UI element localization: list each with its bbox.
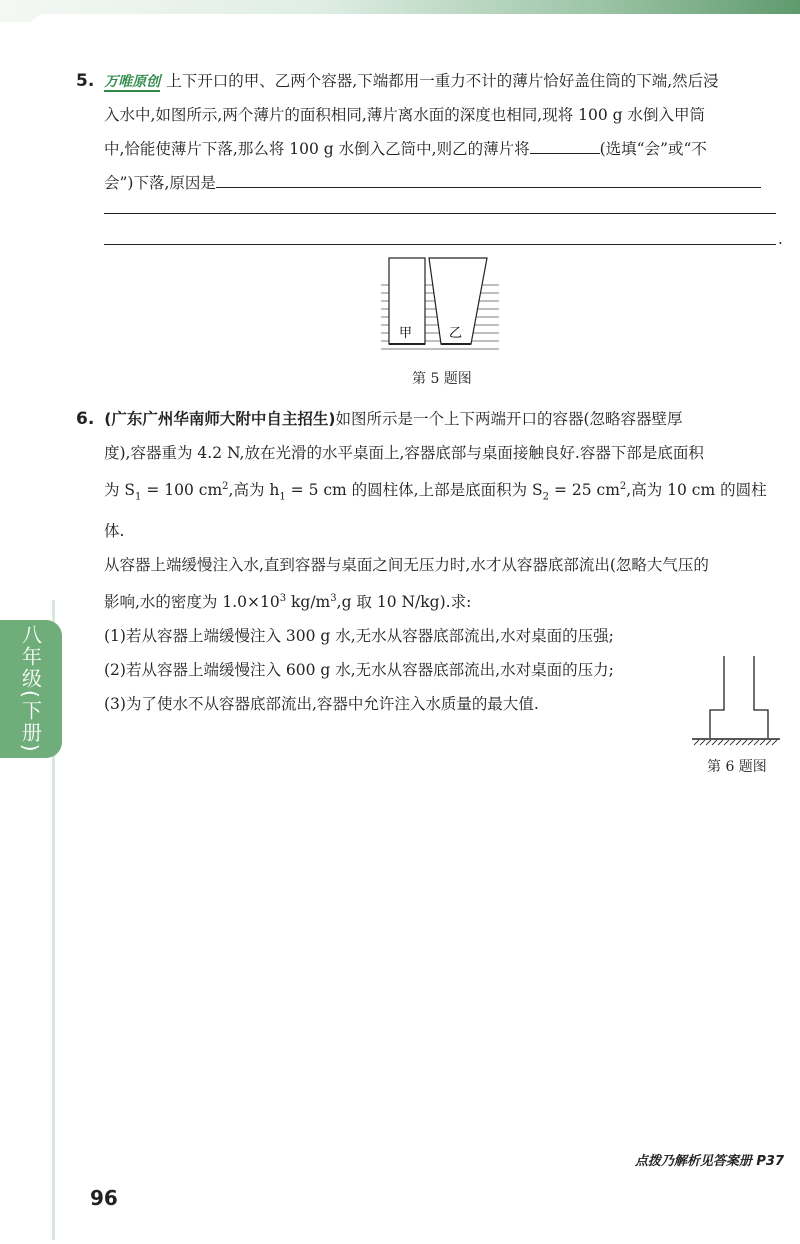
q5-line-1: 上下开口的甲、乙两个容器,下端都用一重力不计的薄片恰好盖住筒的下端,然后浸 <box>166 72 719 90</box>
q6-l3-p10: ,高为 10 cm 的圆柱体. <box>104 481 767 541</box>
q5-answer-line-3[interactable] <box>104 244 776 245</box>
q6-source: (广东广州华南师大附中自主招生) <box>104 410 336 428</box>
table-hatch <box>694 740 777 745</box>
q5-end-mark: . <box>778 230 783 248</box>
q6-l5-p4: ,g 取 10 N/kg).求: <box>336 593 472 612</box>
q6-line-5 <box>76 582 786 619</box>
q5-answer-line-2[interactable] <box>104 213 776 214</box>
grade-side-tab-label: 八年级(下册) <box>18 624 43 754</box>
figure-6-diagram <box>688 654 784 750</box>
q6-l3-sub3: 2 <box>542 491 550 503</box>
q6-l3-sub2: 1 <box>279 491 286 503</box>
q6-subquestion-1: (1)若从容器上端缓慢注入 300 g 水,无水从容器底部流出,水对桌面的压强; <box>104 627 614 646</box>
question-5-number: 5. <box>76 71 95 91</box>
question-5 <box>76 64 786 200</box>
q6-l5-p0: 影响,水的密度为 1.0×10 <box>104 593 280 612</box>
q6-l5-sup2: 3 <box>330 593 337 605</box>
page-number: 96 <box>90 1186 118 1210</box>
grade-side-tab <box>0 620 62 758</box>
q5-line-2: 入水中,如图所示,两个薄片的面积相同,薄片离水面的深度也相同,现将 100 g 水倒入甲筒 <box>104 106 705 124</box>
q6-l3-p2: = 100 cm <box>141 481 223 500</box>
q6-line-4: 从容器上端缓慢注入水,直到容器与桌面之间无压力时,水才从容器底部流出(忽略大气压的 <box>104 556 709 575</box>
fig5-label-yi: 乙 <box>449 326 463 341</box>
q6-line-3 <box>76 470 786 548</box>
q6-l3-sub1: 1 <box>135 491 142 503</box>
q5-line-4: 会”)下落,原因是 <box>104 174 216 192</box>
q5-line-3b: (选填“会”或“不 <box>599 140 707 158</box>
q5-reason-blank[interactable] <box>216 186 761 188</box>
q6-line-1: 如图所示是一个上下两端开口的容器(忽略容器壁厚 <box>335 410 683 428</box>
q6-l5-p2: kg/m <box>286 593 331 612</box>
figure-5-caption: 第 5 题图 <box>412 371 472 387</box>
q6-l3-p6: = 5 cm 的圆柱体,上部是底面积为 S <box>285 481 543 500</box>
q6-l3-p0: 为 S <box>104 481 136 500</box>
q6-l3-p8: = 25 cm <box>549 481 620 500</box>
q5-fill-blank[interactable] <box>530 152 600 154</box>
fig5-label-jia: 甲 <box>399 326 413 341</box>
question-6 <box>76 402 786 721</box>
q6-l3-sup1: 2 <box>222 481 229 492</box>
original-badge: 万唯原创 <box>104 74 161 90</box>
q6-subquestion-3: (3)为了使水不从容器底部流出,容器中允许注入水质量的最大值. <box>104 695 539 714</box>
q6-l3-sup2: 2 <box>619 481 627 492</box>
q6-line-2: 度),容器重为 4.2 N,放在光滑的水平桌面上,容器底部与桌面接触良好.容器下部是底面积 <box>104 444 704 462</box>
q6-l3-p4: ,高为 h <box>228 481 280 500</box>
q5-line-3a: 中,恰能使薄片下落,那么将 100 g 水倒入乙筒中,则乙的薄片将 <box>104 140 530 158</box>
q6-subquestion-2: (2)若从容器上端缓慢注入 600 g 水,无水从容器底部流出,水对桌面的压力; <box>104 661 614 680</box>
question-6-number: 6. <box>76 409 95 429</box>
figure-5-diagram <box>375 255 505 360</box>
q6-l5-sup1: 3 <box>279 593 287 605</box>
answer-reference: 点拨乃解析见答案册 P37 <box>634 1154 784 1169</box>
figure-6-caption: 第 6 题图 <box>707 759 767 775</box>
